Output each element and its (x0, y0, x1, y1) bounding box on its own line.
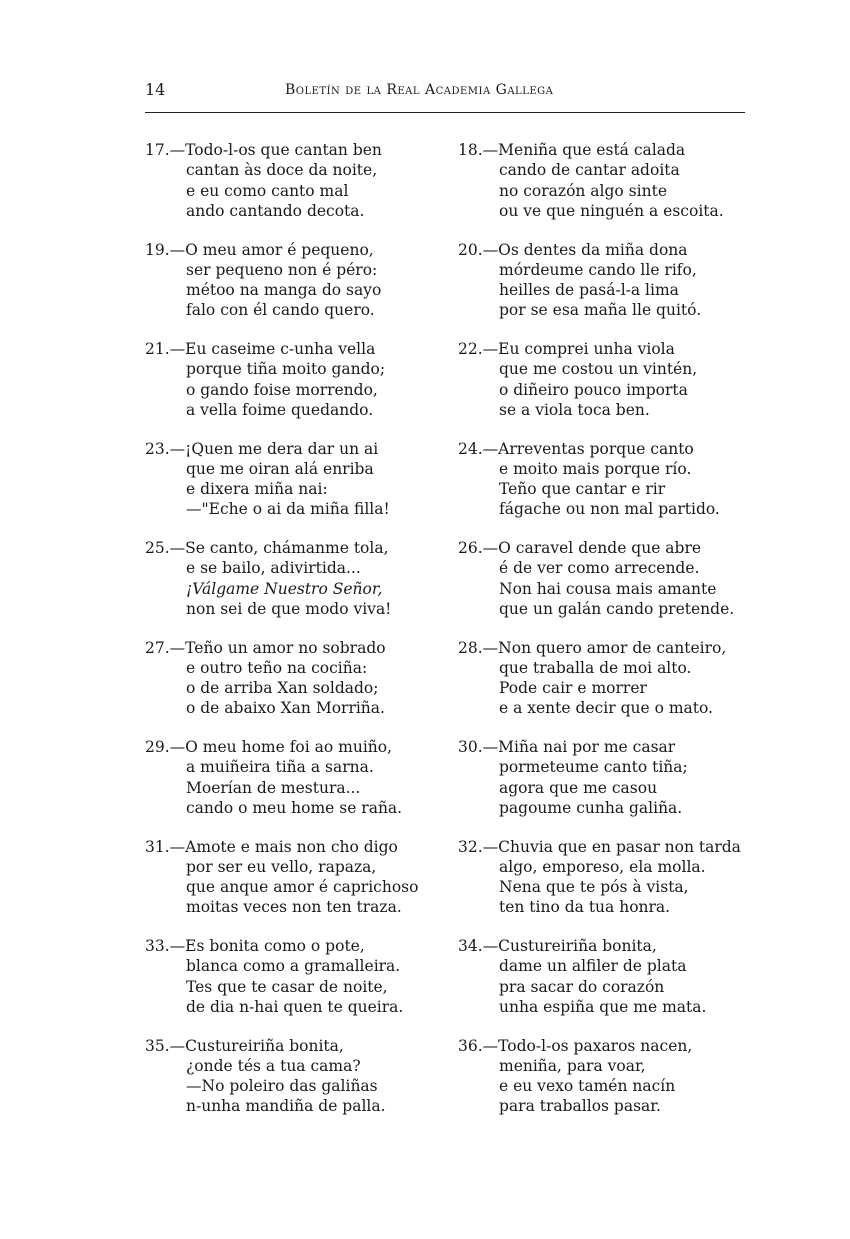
stanza-32 (458, 837, 758, 918)
stanza-line: heilles de pasá-l-a lima (499, 281, 679, 300)
stanza-line: pra sacar do corazón (499, 977, 665, 996)
stanza-dash: .— (164, 738, 186, 756)
stanza-line-text: Se canto, chámanme tola, (185, 539, 389, 557)
stanza-line: blanca como a gramalleira. (186, 957, 401, 976)
stanza-20 (458, 240, 758, 321)
stanza-line: que un galán cando pretende. (499, 599, 735, 618)
stanza-dash: .— (477, 141, 499, 159)
stanza-number: 29 (145, 738, 165, 756)
stanza-first-line (145, 638, 445, 658)
stanza-line: e eu como canto mal (186, 181, 349, 200)
stanza-first-line (145, 538, 445, 558)
stanza-line: de dia n-hai quen te queira. (186, 997, 404, 1016)
stanza-dash: .— (164, 837, 186, 856)
stanza-line: no corazón algo sinte (499, 181, 667, 200)
header-rule (145, 112, 745, 113)
stanza-first-line (145, 240, 445, 260)
page-header (145, 80, 745, 106)
stanza-36 (458, 1036, 758, 1117)
stanza-line-text: Es bonita como o pote, (185, 937, 365, 955)
stanza-line: a muiñeira tiña a sarna. (186, 758, 374, 777)
stanza-29 (145, 737, 445, 818)
stanza-number: 24 (458, 439, 478, 458)
stanza-line: cando de cantar adoita (499, 161, 680, 180)
stanza-first-line (458, 837, 758, 857)
stanza-line: meniña, para voar, (499, 1056, 646, 1075)
stanza-33 (145, 936, 445, 1017)
stanza-number: 33 (145, 937, 165, 955)
stanza-dash: .— (477, 738, 499, 756)
stanza-number: 17 (145, 141, 165, 159)
stanza-line: métoo na manga do sayo (186, 281, 382, 300)
stanza-34 (458, 936, 758, 1017)
stanza-number: 32 (458, 837, 478, 856)
stanza-line: e outro teño na cociña: (186, 658, 368, 677)
stanza-first-line (145, 1036, 445, 1056)
stanza-dash: .— (164, 1036, 186, 1055)
stanza-line: n-unha mandiña de palla. (186, 1097, 386, 1116)
stanza-first-line (458, 439, 758, 459)
stanza-number: 30 (458, 738, 478, 756)
stanza-line: que me oiran alá enriba (186, 459, 374, 478)
stanza-number: 21 (145, 340, 165, 358)
stanza-line-text: Custureiriña bonita, (185, 1036, 344, 1055)
stanza-31 (145, 837, 445, 918)
stanza-line-text: Custureiriña bonita, (498, 937, 657, 955)
stanza-21 (145, 339, 445, 420)
stanza-line-text: Chuvia que en pasar non tarda (498, 837, 741, 856)
stanza-dash: .— (477, 837, 499, 856)
stanza-line: o de arriba Xan soldado; (186, 679, 379, 698)
stanza-first-line (458, 638, 758, 658)
stanza-line: e eu vexo tamén nacín (499, 1077, 676, 1096)
stanza-row (145, 240, 755, 340)
stanza-first-line (458, 936, 758, 956)
stanza-dash: .— (164, 638, 186, 657)
stanza-dash: .— (477, 638, 499, 657)
stanza-line: e moito mais porque río. (499, 459, 692, 478)
stanza-line: o gando foise morrendo, (186, 380, 378, 399)
stanza-line: ten tino da tua honra. (499, 898, 671, 917)
stanza-line-text: ¡Quen me dera dar un ai (185, 439, 379, 458)
stanza-row (145, 140, 755, 240)
stanza-line: que traballa de moi alto. (499, 658, 692, 677)
stanza-line: Nena que te pós à vista, (499, 878, 689, 897)
stanza-line: fágache ou non mal partido. (499, 500, 720, 519)
stanza-row (145, 1036, 755, 1136)
stanza-row (145, 936, 755, 1036)
stanza-dash: .— (164, 141, 186, 159)
stanza-first-line (458, 140, 758, 160)
stanza-line: por ser eu vello, rapaza, (186, 857, 377, 876)
stanza-row (145, 339, 755, 439)
stanza-line: non sei de que modo viva! (186, 599, 392, 618)
stanza-line: se a viola toca ben. (499, 400, 650, 419)
stanza-first-line (145, 439, 445, 459)
stanza-first-line (145, 737, 445, 757)
stanza-line-text: Amote e mais non cho digo (185, 837, 398, 856)
stanza-row (145, 837, 755, 937)
running-title: Boletín de la Real Academia Gallega (285, 82, 554, 98)
stanza-line: cantan às doce da noite, (186, 161, 378, 180)
stanza-number: 36 (458, 1036, 478, 1055)
stanza-30 (458, 737, 758, 818)
stanza-dash: .— (477, 439, 499, 458)
stanza-35 (145, 1036, 445, 1117)
stanza-dash: .— (164, 240, 186, 259)
stanza-line: que me costou un vintén, (499, 360, 698, 379)
stanza-line: para traballos pasar. (499, 1097, 661, 1116)
stanza-line-text: Miña nai por me casar (498, 738, 676, 756)
stanza-line: moitas veces non ten traza. (186, 898, 402, 917)
stanza-22 (458, 339, 758, 420)
page-number: 14 (145, 80, 166, 99)
stanza-line: —No poleiro das galiñas (186, 1077, 378, 1096)
stanza-row (145, 439, 755, 539)
stanza-dash: .— (164, 340, 186, 358)
stanza-dash: .— (477, 340, 499, 358)
stanza-line-text: Eu comprei unha viola (498, 340, 675, 358)
stanza-dash: .— (477, 240, 499, 259)
stanza-line: que anque amor é caprichoso (186, 878, 419, 897)
stanza-line: Teño que cantar e rir (499, 480, 666, 499)
stanza-line-text: O caravel dende que abre (498, 539, 702, 557)
stanza-row (145, 638, 755, 738)
stanza-dash: .— (477, 539, 499, 557)
stanza-number: 31 (145, 837, 165, 856)
stanza-18 (458, 140, 758, 221)
stanza-line: pagoume cunha galiña. (499, 798, 683, 817)
stanza-line: ¡Válgame Nuestro Señor, (186, 579, 383, 598)
stanza-line: agora que me casou (499, 778, 658, 797)
stanza-line-text: Teño un amor no sobrado (185, 638, 386, 657)
stanza-19 (145, 240, 445, 321)
stanza-number: 25 (145, 539, 165, 557)
stanza-line: falo con él cando quero. (186, 301, 375, 320)
stanza-line: pormeteume canto tiña; (499, 758, 688, 777)
stanza-number: 18 (458, 141, 478, 159)
stanza-dash: .— (164, 539, 186, 557)
stanza-24 (458, 439, 758, 520)
stanza-line: e se bailo, adivirtida... (186, 559, 361, 578)
stanza-line: é de ver como arrecende. (499, 559, 700, 578)
stanza-23 (145, 439, 445, 520)
stanza-first-line (145, 936, 445, 956)
stanza-dash: .— (164, 937, 186, 955)
stanza-26 (458, 538, 758, 619)
stanza-line: mórdeume cando lle rifo, (499, 260, 697, 279)
stanza-line: a vella foime quedando. (186, 400, 374, 419)
stanza-17 (145, 140, 445, 221)
stanza-first-line (458, 339, 758, 359)
stanza-line: Moerían de mestura... (186, 778, 361, 797)
stanza-line-text: Eu caseime c-unha vella (185, 340, 376, 358)
stanza-number: 28 (458, 638, 478, 657)
stanza-line-text: Os dentes da miña dona (498, 240, 688, 259)
stanza-line: por se esa maña lle quitó. (499, 301, 702, 320)
stanza-line-text: Todo-l-os que cantan ben (185, 141, 382, 159)
stanza-line-text: Meniña que está calada (498, 141, 686, 159)
stanza-number: 35 (145, 1036, 165, 1055)
stanza-line: porque tiña moito gando; (186, 360, 386, 379)
stanza-line: e dixera miña nai: (186, 480, 328, 499)
stanza-line: cando o meu home se raña. (186, 798, 403, 817)
stanza-first-line (145, 339, 445, 359)
stanza-number: 22 (458, 340, 478, 358)
stanza-line: ando cantando decota. (186, 201, 365, 220)
stanza-27 (145, 638, 445, 719)
stanza-number: 34 (458, 937, 478, 955)
stanza-first-line (458, 1036, 758, 1056)
stanza-first-line (145, 140, 445, 160)
stanza-grid (145, 140, 755, 1135)
stanza-row (145, 538, 755, 638)
stanza-line: ser pequeno non é péro: (186, 260, 378, 279)
stanza-first-line (458, 737, 758, 757)
stanza-number: 19 (145, 240, 165, 259)
stanza-line: algo, emporeso, ela molla. (499, 857, 706, 876)
stanza-line: Non hai cousa mais amante (499, 579, 717, 598)
stanza-first-line (145, 837, 445, 857)
stanza-first-line (458, 240, 758, 260)
stanza-line-text: Todo-l-os paxaros nacen, (498, 1036, 693, 1055)
stanza-line-text: O meu home foi ao muiño, (185, 738, 393, 756)
stanza-line: ¿onde tés a tua cama? (186, 1056, 361, 1075)
stanza-number: 26 (458, 539, 478, 557)
stanza-line: o de abaixo Xan Morriña. (186, 699, 385, 718)
stanza-line: Pode cair e morrer (499, 679, 647, 698)
stanza-number: 23 (145, 439, 165, 458)
stanza-number: 20 (458, 240, 478, 259)
stanza-line-text: Arreventas porque canto (498, 439, 694, 458)
stanza-line: —"Eche o ai da miña filla! (186, 500, 390, 519)
stanza-row (145, 737, 755, 837)
stanza-line: ou ve que ninguén a escoita. (499, 201, 724, 220)
stanza-dash: .— (164, 439, 186, 458)
stanza-dash: .— (477, 937, 499, 955)
stanza-line-text: O meu amor é pequeno, (185, 240, 374, 259)
stanza-first-line (458, 538, 758, 558)
stanza-25 (145, 538, 445, 619)
stanza-line: unha espiña que me mata. (499, 997, 707, 1016)
stanza-28 (458, 638, 758, 719)
stanza-line: Tes que te casar de noite, (186, 977, 388, 996)
stanza-number: 27 (145, 638, 165, 657)
stanza-line: e a xente decir que o mato. (499, 699, 713, 718)
stanza-line: dame un alfiler de plata (499, 957, 687, 976)
stanza-dash: .— (477, 1036, 499, 1055)
stanza-line: o diñeiro pouco importa (499, 380, 688, 399)
stanza-line-text: Non quero amor de canteiro, (498, 638, 727, 657)
